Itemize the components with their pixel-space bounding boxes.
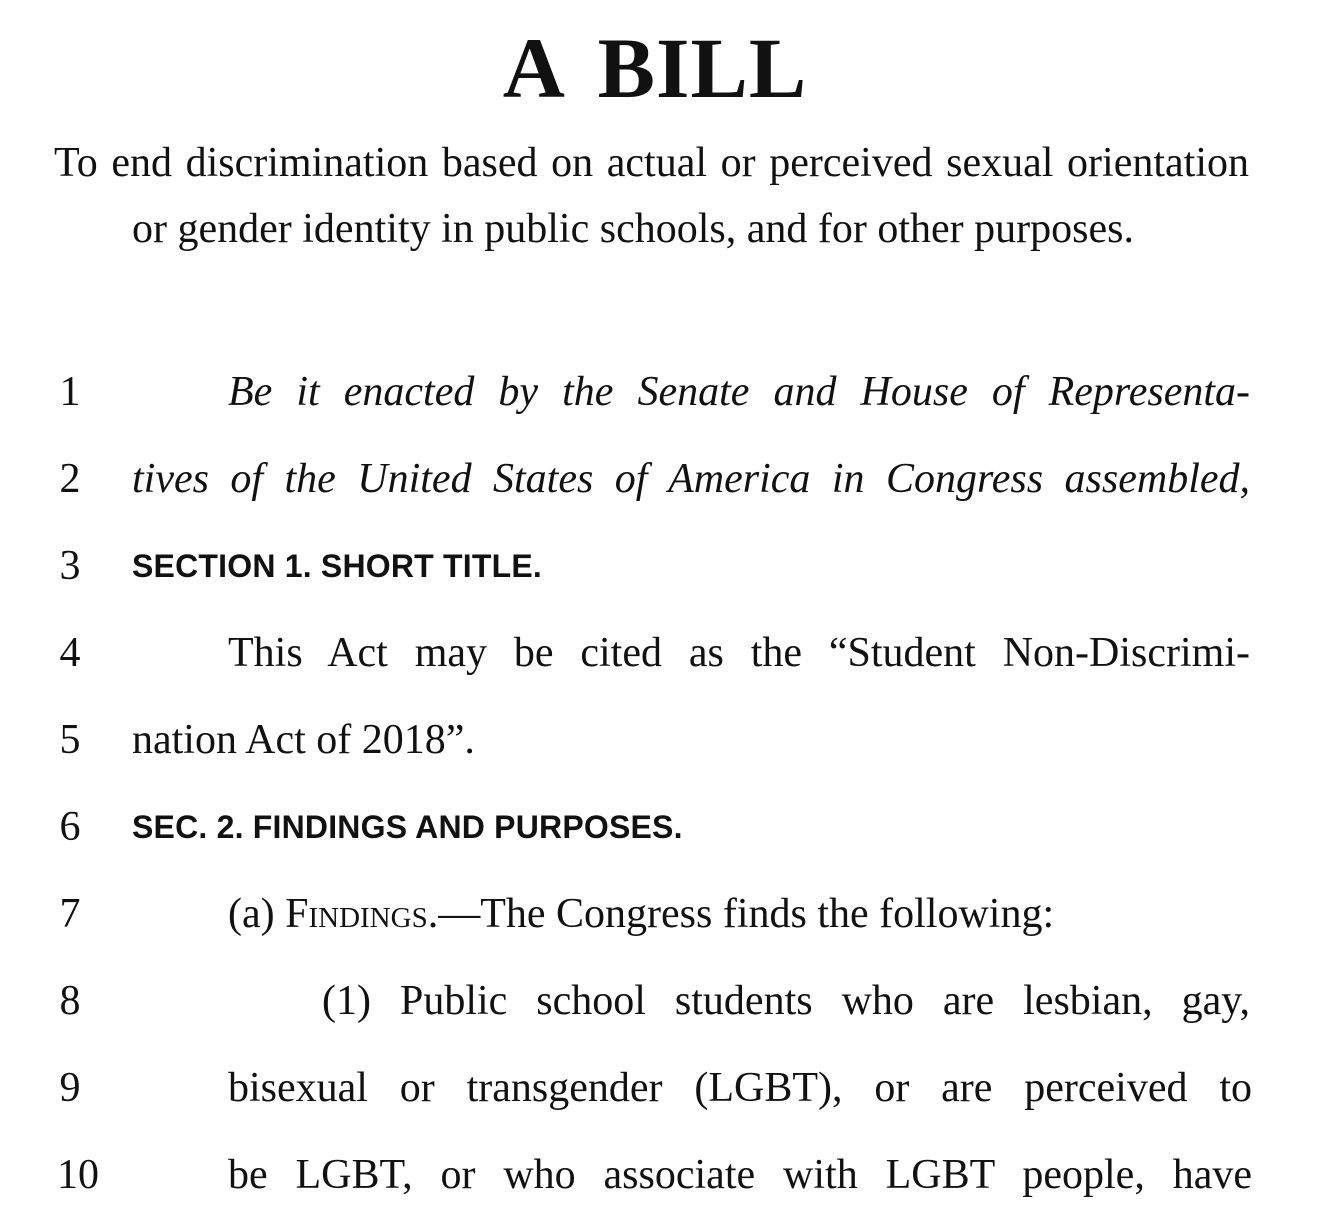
line-number: 2 [59,456,81,502]
section-text: This Act may be cited as the “Student Non-Discrimi- [228,630,1250,676]
bill-line [0,449,1343,509]
bill-purpose: To end discrimination based on actual or perceived sexual orientation or gender identity in public schools, and for other purposes. [54,140,1249,252]
line-number: 4 [59,630,81,676]
subsection-heading: Findings [285,891,428,937]
bill-line [0,1058,1343,1118]
enacting-clause-text: tives of the United States of America in Congress assembled, [132,456,1250,502]
line-number: 8 [59,978,81,1024]
bill-line [0,884,1343,944]
bill-line [0,1145,1343,1205]
subsection-prefix: (a) [228,891,286,937]
line-number: 5 [59,717,81,763]
bill-line [0,971,1343,1031]
bill-line [0,797,1343,857]
section-heading: SEC. 2. FINDINGS AND PURPOSES. [132,809,683,845]
line-number: 6 [59,804,81,850]
enacting-clause-text: Be it enacted by the Senate and House of Representa- [228,369,1250,415]
bill-title: A BILL [502,20,808,116]
line-number: 3 [59,543,81,589]
paragraph-text: bisexual or transgender (LGBT), or are perceived to [228,1065,1252,1111]
subsection-text [228,884,1250,944]
section-heading: SECTION 1. SHORT TITLE. [132,548,542,584]
paragraph-text: be LGBT, or who associate with LGBT people, have [228,1152,1252,1198]
section-text: nation Act of 2018”. [132,717,475,763]
bill-line [0,623,1343,683]
paragraph-text: (1) Public school students who are lesbian, gay, [322,978,1250,1024]
line-number: 10 [57,1152,99,1198]
line-number: 9 [59,1065,81,1111]
bill-line [0,362,1343,422]
line-number: 7 [59,891,81,937]
bill-line [0,536,1343,596]
line-number: 1 [59,369,81,415]
bill-line [0,710,1343,770]
subsection-rest: .—The Congress finds the following: [427,891,1055,937]
